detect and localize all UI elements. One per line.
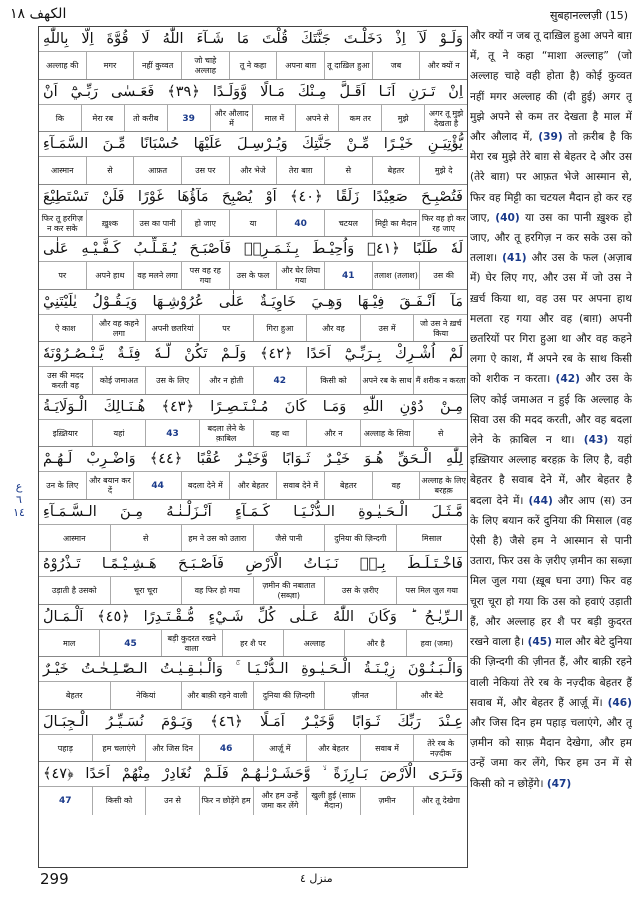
ayah-block — [39, 27, 467, 80]
gloss-cell: उस के फल — [229, 262, 277, 290]
gloss-cell: अल्लाह — [283, 630, 344, 658]
gloss-row — [39, 629, 467, 658]
translation-text: और उस के लिए कोई जमाअत न हुई कि अल्लाह के सिवा उस की मदद करती, और वह बदला लेने के क़ाबिल न था। — [470, 373, 632, 447]
verse-number: 42 — [253, 367, 307, 395]
verse-number: 39 — [167, 105, 210, 133]
gloss-cell: माल — [63, 638, 76, 648]
gloss-cell: फिर न छोड़ेंगे हम — [199, 787, 253, 815]
gloss-cell: मुझे — [381, 105, 424, 133]
gloss-cell: हो जाए — [181, 210, 229, 238]
gloss-cell: आफ़त — [133, 157, 181, 185]
gloss-cell: किसी को — [306, 367, 360, 395]
gloss-cell: उस में — [360, 315, 414, 343]
gloss-cell: जैसे पानी — [253, 525, 325, 553]
gloss-cell: हर शै पर — [222, 630, 283, 658]
translation-text: और आप (स) उन के लिए बयान करें दुनिया की मिसाल (वह ऐसी है) जैसे हम ने आस्मान से पानी उतारा, फिर उस के ज़रीए ज़मीन का सब्ज़ा मिल जुल गया (ख़ूब घना उगा) फिर वह चूरा चूरा हो गया कि उस को हवाएं उड़ाती हैं, और अल्लाह हर शै पर बड़ी कुदरत रखने वाला है। — [470, 494, 632, 649]
gloss-cell: मैं शरीक न करता — [413, 367, 467, 395]
gloss-row — [39, 471, 467, 500]
gloss-cell: फिर वह हो कर रह जाए — [419, 210, 467, 238]
gloss-cell: अपने रब के साथ — [360, 367, 414, 395]
translation-verse-number: (46) — [607, 696, 632, 709]
gloss-cell: और वह कहने लगा — [92, 315, 146, 343]
gloss-cell: ज़मीन — [360, 787, 414, 815]
gloss-cell: तू दाख़िल हुआ — [324, 52, 372, 80]
ayah-block — [39, 447, 467, 500]
arabic-line: لِلّٰهِ الْـحَقِّ هُـوَ خَيْـرٌ ثَـوَابًا وَّخَيْـرٌ عُقْبًا ﴿٤٤﴾ وَاضْـرِبْ لَـهُـمْ — [43, 451, 463, 467]
page-footer — [0, 868, 638, 902]
gloss-cell: उस के ज़रीए — [324, 577, 396, 605]
gloss-cell: चटयल — [324, 210, 372, 238]
ayah-block — [39, 395, 467, 448]
gloss-cell: तलाश (तलाश) — [372, 262, 420, 290]
verse-number: 40 — [276, 210, 324, 238]
translation-text: तो क़रीब है कि मेरा रब मुझे तेरे बाग़ से बेहतर दे और उस (तेरे बाग़) पर आफ़त भेजे आस्मान से, फिर वह मिट्टी का चटयल मैदान हो कर रह जाए, — [470, 131, 632, 224]
gloss-cell: सवाब में — [360, 735, 414, 763]
gloss-cell: मिसाल — [396, 525, 468, 553]
gloss-cell: उस की मदद करती वह — [47, 371, 84, 390]
translation-verse-number: (47) — [546, 777, 572, 790]
gloss-cell: उस पर — [181, 157, 229, 185]
gloss-cell: बेहतर — [324, 472, 372, 500]
gloss-cell: और वह — [306, 315, 360, 343]
gloss-cell: और बेहतर — [229, 472, 277, 500]
ayah-block — [39, 132, 467, 185]
gloss-cell: दुनिया की ज़िन्दगी — [324, 525, 396, 553]
gloss-cell: और है — [344, 630, 405, 658]
gloss-cell: तू ने कहा — [229, 52, 277, 80]
ayah-block — [39, 552, 467, 605]
gloss-cell: पहाड़ — [57, 743, 73, 753]
translation-text: और जिस दिन हम पहाड़ चलाएंगे, और तू ज़मीन को साफ़ मैदान देखेगा, और हम उन्हें जमा कर लेंगे, फिर हम उन में से किसी को न छोड़ेंगे। — [470, 716, 632, 790]
gloss-cell: नेकियां — [110, 682, 182, 710]
translation-verse-number: (45) — [527, 636, 553, 649]
arabic-line: عِـنْدَ رَبِّكَ ثَـوَابًا وَّخَيْـرٌ اَمَـلًا ﴿٤٦﴾ وَيَـوْمَ نُسَـيِّـرُ الْـجِبَـالَ — [43, 713, 463, 730]
gloss-cell: अल्लाह के सिवा — [360, 420, 414, 448]
gloss-cell: यहां — [92, 420, 146, 448]
gloss-cell: अपना बाग़ — [276, 52, 324, 80]
manzil-label: منزل ٤ — [300, 872, 333, 885]
gloss-cell: ख़ुश्क — [86, 210, 134, 238]
gloss-cell: इख़्तियार — [52, 428, 78, 438]
gloss-cell: ऐ काश — [55, 323, 76, 333]
page-number: 299 — [40, 870, 69, 888]
gloss-cell: और बयान कर दें — [86, 472, 134, 500]
gloss-row — [39, 314, 467, 343]
gloss-cell: तेरे रब के नज़्दीक — [413, 735, 467, 763]
ayah-block — [39, 710, 467, 763]
gloss-cell: वह मलने लगा — [133, 262, 181, 290]
arabic-line: لَهٗ طَلَبًا ﴿٤١﴾ وَاُحِيْـطَ بِـثَـمَـرِهٖ فَاَصْبَـحَ يُـقَـلِّـبُ كَـفَّـيْـهِ عَلٰى — [43, 241, 463, 257]
gloss-cell: वह था — [253, 420, 307, 448]
gloss-cell: अगर तू मुझे देखता है — [424, 105, 467, 133]
gloss-cell: कम तर — [338, 105, 381, 133]
ayah-block — [39, 605, 467, 658]
gloss-cell: मिट्टी का मैदान — [372, 210, 420, 238]
gloss-cell: हवा (जमा) — [406, 630, 467, 658]
verse-number: 41 — [324, 262, 372, 290]
translation-verse-number: (44) — [528, 494, 553, 507]
gloss-cell: मुझे दे — [419, 157, 467, 185]
gloss-row — [39, 786, 467, 815]
gloss-cell: अपने हाथ — [86, 262, 134, 290]
arabic-line: فَتُصْبِـحَ صَعِيْدًا زَلَقًا ﴿٤٠﴾ اَوْ يُصْبِحَ مَآؤُهَا غَوْرًا فَلَنْ تَسْتَطِيْعَ — [43, 188, 463, 205]
ruku-mark: ع ٦ ١٤ — [13, 480, 25, 519]
translation-text: यहां इख़्तियार अल्लाह बरहक़ के लिए है, वही बेहतर है सवाब देने में, और बेहतर है बदला देने में। — [470, 434, 632, 507]
arabic-line: وَالْـبَـنُـوْنَ زِيْـنَـةُ الْـحَـيٰـوةِ الـدُّنْـيَـا ۚ وَالْـبٰـقِـيٰـتُ الـصّٰـلِـحٰـتُ خَيْـرٌ — [43, 661, 463, 677]
translation-verse-number: (42) — [555, 373, 580, 386]
gloss-cell: पस वह रह गया — [181, 262, 229, 290]
gloss-cell: पस मिल जुल गया — [396, 577, 468, 605]
gloss-row — [39, 261, 467, 290]
gloss-cell: बेहतर — [65, 691, 83, 700]
gloss-cell: अल्लाह की — [46, 61, 79, 70]
gloss-cell: दुनिया की ज़िन्दगी — [253, 682, 325, 710]
gloss-row — [39, 156, 467, 185]
gloss-cell: आस्मान — [62, 533, 86, 543]
gloss-cell: उस के लिए — [145, 367, 199, 395]
gloss-cell: बेहतर — [372, 157, 420, 185]
verse-number: 45 — [99, 630, 160, 658]
gloss-cell: किसी को — [92, 787, 146, 815]
gloss-cell: मगर — [86, 52, 134, 80]
translation-text: या उस का पानी ख़ुश्क हो जाए, और तू हरगिज़ न कर सके उस को तलाश। — [470, 211, 632, 265]
arabic-line: وَلَـوْ لَآ اِذْ دَخَلْـتَ جَنَّتَكَ قُلْتَ مَا شَـآءَ اللّٰهُ لَا قُوَّةَ اِلَّا بِاللّٰهِ — [43, 31, 463, 47]
arabic-line: مَآ اَنْـفَـقَ فِيْـهَا وَهِـيَ خَاوِيَـةٌ عَلٰى عُرُوْشِـهَا وَيَـقُـوْلُ يٰلَيْتَنِيْ — [43, 293, 463, 310]
page-header — [0, 0, 638, 26]
gloss-cell: उड़ाती है उसको — [51, 586, 97, 595]
gloss-cell: से — [413, 420, 467, 448]
gloss-cell: अल्लाह के लिए बरहक़ — [419, 472, 467, 500]
arabic-line: فَاخْـتَـلَـطَ بِـهٖ نَـبَـاتُ الْاَرْضِ فَاَصْـبَـحَ هَـشِـيْـمًـا تَـذْرُوْهُ — [43, 556, 463, 572]
translation-text: माल और बेटे दुनिया की ज़िन्दगी की ज़ीनत हैं, और बाक़ी रहने वाली नेकियां तेरे रब के नज़्दीक बेहतर हैं सवाब में, और बेहतर हैं आर्ज़ू में। — [470, 636, 632, 709]
gloss-cell: कि — [55, 113, 64, 123]
ayah-block — [39, 185, 467, 238]
gloss-cell: तेरा बाग़ — [276, 157, 324, 185]
gloss-cell: बदला लेने के क़ाबिल — [199, 420, 253, 448]
gloss-cell: मेरा रब — [81, 105, 124, 133]
gloss-cell: और तू देखेगा — [413, 787, 467, 815]
gloss-row — [39, 524, 467, 553]
gloss-row — [39, 104, 467, 133]
gloss-cell: सवाब देने में — [276, 472, 324, 500]
gloss-cell: खुली हुई (साफ़ मैदान) — [306, 787, 360, 815]
gloss-cell: ज़ीनत — [324, 682, 396, 710]
gloss-row — [39, 734, 467, 763]
gloss-cell: और घेर लिया गया — [276, 262, 324, 290]
gloss-cell: बड़ी कुदरत रखने वाला — [161, 630, 222, 658]
gloss-row — [39, 51, 467, 80]
gloss-cell: उन के लिए — [46, 481, 79, 490]
arabic-line: اِنْ تَـرَنِ اَنَـا اَقَـلَّ مِـنْكَ مَـالًا وَّوَلَـدًا ﴿٣٩﴾ فَعَـسٰى رَبِّـيْٓ اَنْ — [43, 83, 463, 100]
ayah-block — [39, 237, 467, 290]
gloss-row — [39, 681, 467, 710]
gloss-row — [39, 209, 467, 238]
gloss-cell: पर — [199, 315, 253, 343]
gloss-cell: और क्यों न — [419, 52, 467, 80]
surah-name-arabic: الكهف ١٨ — [10, 6, 67, 22]
gloss-cell: तो करीब — [124, 105, 167, 133]
gloss-cell: जो उस ने ख़र्च किया — [413, 315, 467, 343]
gloss-cell: और भेजे — [229, 157, 277, 185]
gloss-cell: अपने से — [295, 105, 338, 133]
arabic-line: لَمْ اُشْـرِكْ بِـرَبِّـيْٓ اَحَدًا ﴿٤٢﴾ وَلَـمْ تَكُنْ لَّـهٗ فِئَـةٌ يَّـنْـصُـرُوْنَهٗ — [43, 346, 463, 362]
gloss-cell: से — [324, 157, 372, 185]
verse-number: 44 — [133, 472, 181, 500]
gloss-row — [39, 576, 467, 605]
gloss-cell: और जिस दिन — [145, 735, 199, 763]
gloss-cell: जो चाहे अल्लाह — [181, 52, 229, 80]
gloss-cell: वह फिर हो गया — [181, 577, 253, 605]
gloss-cell: उन से — [145, 787, 199, 815]
arabic-line: مَّـثَـلَ الْـحَـيٰـوةِ الـدُّنْـيَـا كَـمَـآءٍ اَنْـزَلْـنٰـهُ مِـنَ الـسَّـمَـآءِ — [43, 503, 463, 520]
gloss-row — [39, 366, 467, 395]
translation-verse-number: (43) — [583, 434, 609, 447]
gloss-cell: या — [229, 210, 277, 238]
arabic-line: يُّؤْتِيَـنِ خَيْـرًا مِّـنْ جَنَّتِكَ وَيُـرْسِـلَ عَلَيْهَا حُسْبَانًا مِّـنَ السَّمَـآءِ — [43, 136, 463, 152]
gloss-cell: जब — [372, 52, 420, 80]
translation-verse-number: (39) — [538, 131, 563, 144]
gloss-cell: बदला देने में — [181, 472, 229, 500]
gloss-cell: उस का पानी — [133, 210, 181, 238]
gloss-cell: और औलाद में — [210, 105, 253, 133]
translation-text: और उस के फल (अज़ाब में) घेर लिए गए, और उस में जो उस ने ख़र्च किया था, वह उस पर अपना हाथ मलता रह गया और वह (बाग़) अपनी छतरियों पर गिरा हुआ था और वह कहने लगा ऐ काश, मैं अपने रब के साथ किसी को शरीक न करता। — [470, 252, 632, 386]
gloss-cell: हम ने उस को उतारा — [181, 525, 253, 553]
ayah-block — [39, 762, 467, 815]
gloss-cell: वह — [372, 472, 420, 500]
verse-number: 47 — [59, 796, 72, 806]
gloss-cell: आस्मान — [50, 166, 74, 175]
gloss-cell: और बेटे — [396, 682, 468, 710]
gloss-cell: आर्ज़ू में — [253, 735, 307, 763]
arabic-line: وَتَـرَى الْاَرْضَ بَـارِزَةً ۙ وَّحَشَـرْنٰـهُـمْ فَلَـمْ نُغَادِرْ مِنْهُمْ اَحَدًا ﴿٤٧﴾ — [43, 766, 463, 782]
gloss-cell: कोई जमाअत — [92, 367, 146, 395]
gloss-cell: अपनी छतरियां — [145, 315, 199, 343]
ayah-block — [39, 342, 467, 395]
gloss-row — [39, 419, 467, 448]
gloss-cell: गिरा हुआ — [253, 315, 307, 343]
gloss-cell: उस की — [419, 262, 467, 290]
gloss-cell: फिर तू हरगिज़ न कर सके — [41, 213, 83, 233]
gloss-cell: पर — [58, 271, 67, 280]
ayah-block — [39, 657, 467, 710]
surah-title: सुबहानल्लज़ी (15) — [549, 9, 628, 22]
gloss-cell: हम चलाएंगे — [92, 735, 146, 763]
translation-verse-number: (41) — [502, 252, 527, 265]
gloss-cell: और बेहतर — [306, 735, 360, 763]
translation-column — [470, 26, 632, 868]
gloss-cell: ज़मीन की नबातात (सब्ज़ा) — [253, 577, 325, 605]
verse-number: 43 — [145, 420, 199, 448]
gloss-cell: और न होती — [199, 367, 253, 395]
gloss-cell: चूरा चूरा — [110, 577, 182, 605]
ayah-block — [39, 290, 467, 343]
gloss-cell: नहीं कुव्वत — [133, 52, 181, 80]
ayah-block — [39, 500, 467, 553]
quran-word-by-word-panel — [38, 26, 468, 868]
verse-number: 46 — [199, 735, 253, 763]
gloss-cell: और हम उन्हें जमा कर लेंगे — [253, 787, 307, 815]
gloss-cell: और बाक़ी रहने वाली — [181, 682, 253, 710]
gloss-cell: से — [86, 157, 134, 185]
ayah-block — [39, 80, 467, 133]
arabic-line: الـرِّيٰـحُ ؕ وَكَانَ اللّٰهُ عَـلٰى كُلِّ شَـيْءٍ مُّـقْـتَـدِرًا ﴿٤٥﴾ اَلْـمَـالُ — [43, 608, 463, 625]
gloss-cell: से — [110, 525, 182, 553]
translation-verse-number: (40) — [495, 211, 520, 224]
arabic-line: مِـنْ دُوْنِ اللّٰهِ وَمَـا كَانَ مُـنْـتَـصِـرًا ﴿٤٣﴾ هُـنَـالِكَ الْـوَلَايَـةُ — [43, 398, 463, 415]
gloss-cell: माल में — [252, 105, 295, 133]
translation-text: और क्यों न जब तू दाख़िल हुआ अपने बाग़ में, तू ने कहा “माशा अल्लाह” (जो अल्लाह चाहे वही होता है) कोई कुव्वत नहीं मगर अल्लाह की (दी हुई) अगर तू मुझे अपने से कम तर देखता है माल में और औलाद में, — [470, 30, 632, 144]
gloss-cell: और न — [306, 420, 360, 448]
